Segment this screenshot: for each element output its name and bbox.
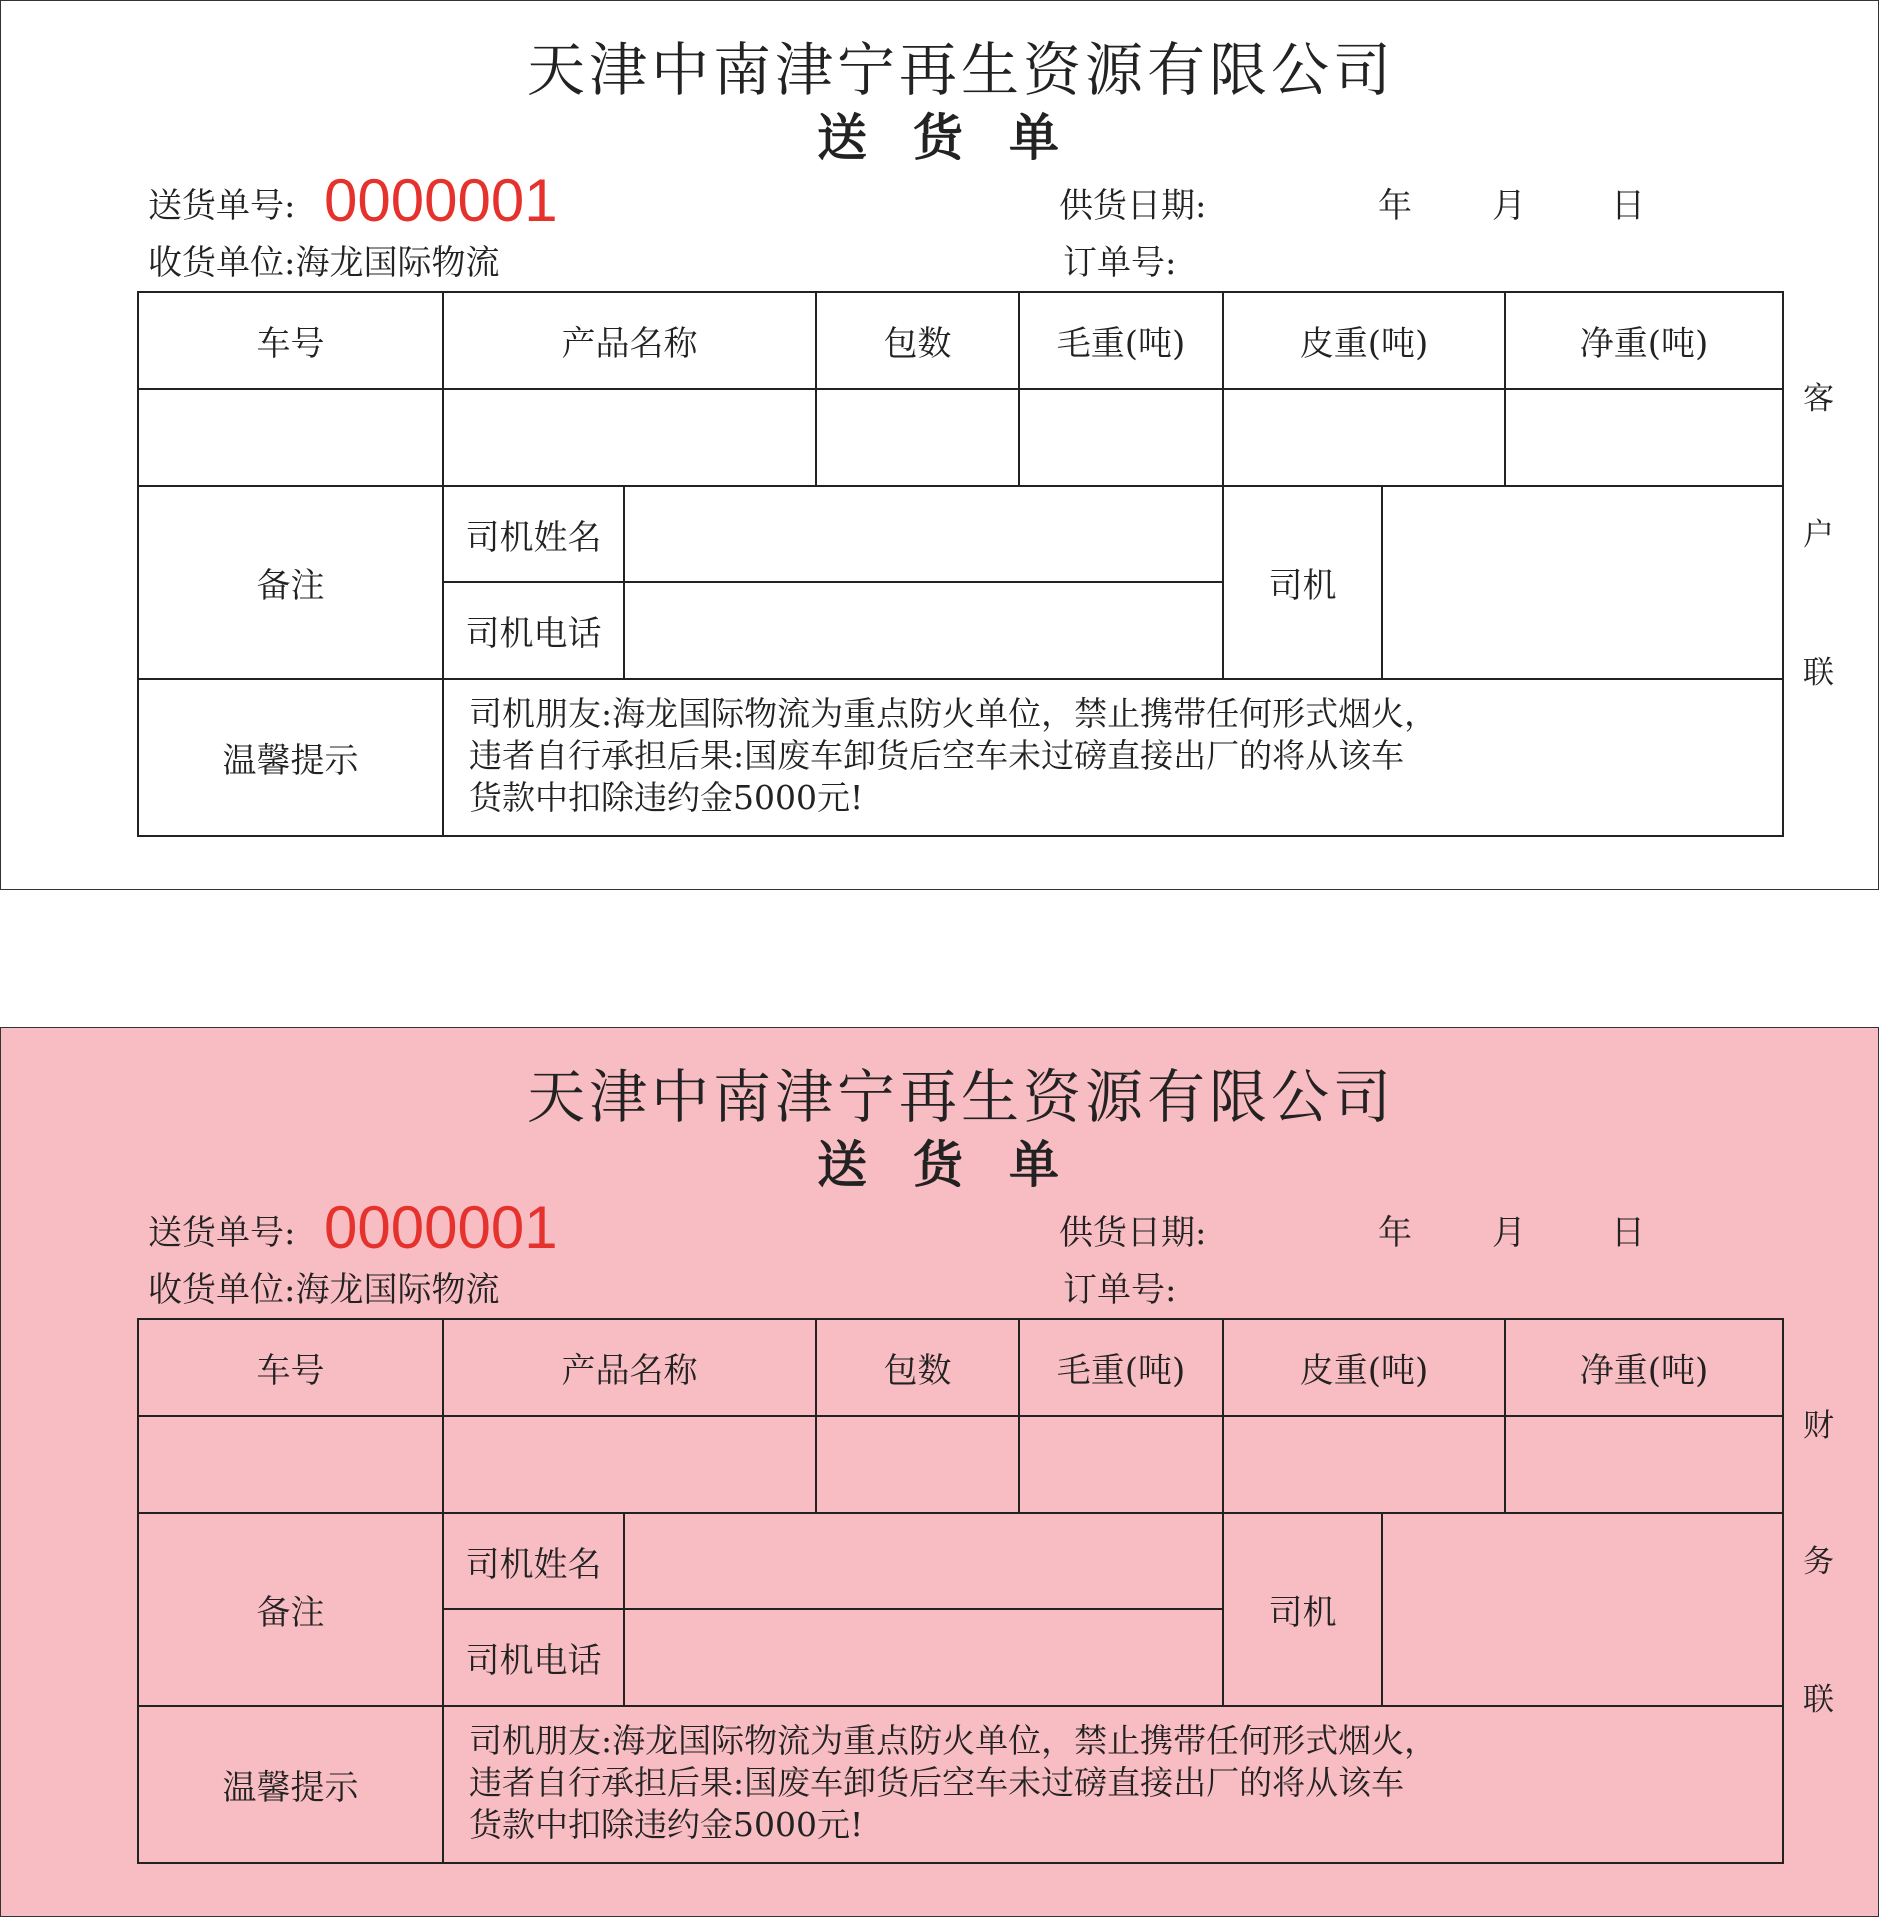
year-label: 年	[1378, 186, 1412, 226]
driver-signature-field	[1381, 1512, 1784, 1707]
header-net-weight: 净重(吨)	[1504, 1318, 1784, 1417]
month-label: 月	[1492, 186, 1526, 226]
month-label: 月	[1492, 1213, 1526, 1253]
year-label: 年	[1378, 1213, 1412, 1253]
copy-label-char: 客	[1803, 381, 1834, 417]
tip-line: 违者自行承担后果:国废车卸货后空车未过磅直接出厂的将从该车	[469, 1763, 1405, 1802]
tip-line: 司机朋友:海龙国际物流为重点防火单位，禁止携带任何形式烟火，	[469, 1721, 1438, 1760]
order-no-label: 送货单号:	[148, 1213, 296, 1253]
data-cell	[1222, 1415, 1506, 1514]
order-number: 0000001	[324, 1194, 558, 1261]
data-cell	[137, 1415, 444, 1514]
driver-phone-label: 司机电话	[442, 581, 625, 680]
tip-line: 货款中扣除违约金5000元!	[469, 778, 864, 817]
tip-line: 货款中扣除违约金5000元!	[469, 1805, 864, 1844]
driver-label: 司机	[1222, 1512, 1383, 1707]
data-cell	[1504, 1415, 1784, 1514]
order-number: 0000001	[324, 167, 558, 234]
copy-label-char: 务	[1803, 1544, 1834, 1580]
header-gross-weight: 毛重(吨)	[1018, 1318, 1224, 1417]
data-cell	[442, 388, 817, 487]
company-name: 天津中南津宁再生资源有限公司	[526, 1063, 1395, 1131]
header-package-count: 包数	[815, 291, 1020, 390]
data-cell	[1504, 388, 1784, 487]
data-cell	[137, 388, 444, 487]
driver-name-label: 司机姓名	[442, 1512, 625, 1610]
header-gross-weight: 毛重(吨)	[1018, 291, 1224, 390]
tip-label: 温馨提示	[137, 678, 444, 837]
tip-label: 温馨提示	[137, 1705, 444, 1864]
supply-date-label: 供货日期:	[1059, 186, 1207, 226]
data-cell	[815, 1415, 1020, 1514]
driver-phone-field	[623, 581, 1224, 680]
driver-signature-field	[1381, 485, 1784, 680]
tip-line: 违者自行承担后果:国废车卸货后空车未过磅直接出厂的将从该车	[469, 736, 1405, 775]
data-cell	[815, 388, 1020, 487]
data-cell	[1018, 388, 1224, 487]
header-vehicle-no: 车号	[137, 1318, 444, 1417]
purchase-order-label: 订单号:	[1063, 243, 1177, 283]
header-vehicle-no: 车号	[137, 291, 444, 390]
delivery-note-form	[0, 1027, 1879, 1917]
copy-label-char: 联	[1803, 655, 1834, 691]
remark-label: 备注	[137, 485, 444, 680]
remark-label: 备注	[137, 1512, 444, 1707]
header-product-name: 产品名称	[442, 291, 817, 390]
copy-label-char: 财	[1803, 1408, 1834, 1444]
purchase-order-label: 订单号:	[1063, 1270, 1177, 1310]
driver-name-field	[623, 485, 1224, 583]
delivery-note-form	[0, 0, 1879, 890]
receiver: 收货单位:海龙国际物流	[148, 1270, 500, 1310]
company-name: 天津中南津宁再生资源有限公司	[526, 36, 1395, 104]
header-net-weight: 净重(吨)	[1504, 291, 1784, 390]
driver-name-label: 司机姓名	[442, 485, 625, 583]
data-cell	[442, 1415, 817, 1514]
header-product-name: 产品名称	[442, 1318, 817, 1417]
driver-phone-field	[623, 1608, 1224, 1707]
tip-text	[469, 693, 1437, 819]
header-tare-weight: 皮重(吨)	[1222, 1318, 1506, 1417]
day-label: 日	[1611, 1213, 1645, 1253]
driver-phone-label: 司机电话	[442, 1608, 625, 1707]
driver-label: 司机	[1222, 485, 1383, 680]
data-cell	[1222, 388, 1506, 487]
order-no-label: 送货单号:	[148, 186, 296, 226]
document-title: 送货单	[817, 1135, 1105, 1194]
data-cell	[1018, 1415, 1224, 1514]
day-label: 日	[1611, 186, 1645, 226]
header-tare-weight: 皮重(吨)	[1222, 291, 1506, 390]
receiver: 收货单位:海龙国际物流	[148, 243, 500, 283]
tip-line: 司机朋友:海龙国际物流为重点防火单位，禁止携带任何形式烟火，	[469, 694, 1438, 733]
supply-date-label: 供货日期:	[1059, 1213, 1207, 1253]
copy-label-char: 联	[1803, 1682, 1834, 1718]
driver-name-field	[623, 1512, 1224, 1610]
header-package-count: 包数	[815, 1318, 1020, 1417]
tip-text	[469, 1720, 1437, 1846]
copy-label-char: 户	[1803, 517, 1834, 553]
document-title: 送货单	[817, 108, 1105, 167]
